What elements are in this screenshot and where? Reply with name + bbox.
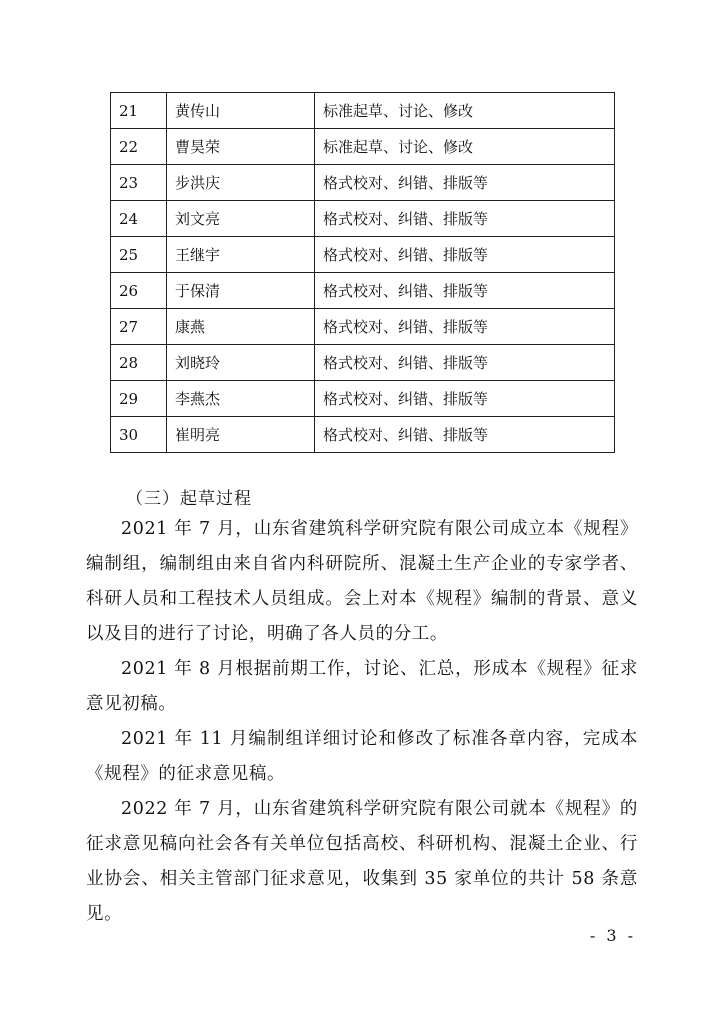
person-name-cell: 崔明亮 bbox=[167, 417, 315, 453]
table-row bbox=[111, 129, 615, 165]
task-cell: 格式校对、纠错、排版等 bbox=[315, 273, 615, 309]
page-number: - 3 - bbox=[589, 926, 636, 945]
task-cell: 格式校对、纠错、排版等 bbox=[315, 345, 615, 381]
person-name-cell: 王继宇 bbox=[167, 237, 315, 273]
person-name-cell: 于保清 bbox=[167, 273, 315, 309]
task-cell: 格式校对、纠错、排版等 bbox=[315, 201, 615, 237]
table-row bbox=[111, 165, 615, 201]
task-cell: 格式校对、纠错、排版等 bbox=[315, 309, 615, 345]
paragraph: 2022 年 7 月，山东省建筑科学研究院有限公司就本《规程》的征求意见稿向社会各有关单位包括高校、科研机构、混凝土企业、行业协会、相关主管部门征求意见，收集到 35 家单位的共计 58 条意见。 bbox=[86, 799, 638, 924]
section-body bbox=[86, 512, 638, 932]
task-cell: 格式校对、纠错、排版等 bbox=[315, 237, 615, 273]
row-number-cell: 21 bbox=[111, 93, 167, 129]
row-number-cell: 26 bbox=[111, 273, 167, 309]
table-row bbox=[111, 417, 615, 453]
drafting-personnel-table bbox=[110, 92, 615, 453]
person-name-cell: 李燕杰 bbox=[167, 381, 315, 417]
task-cell: 格式校对、纠错、排版等 bbox=[315, 417, 615, 453]
person-name-cell: 黄传山 bbox=[167, 93, 315, 129]
task-cell: 标准起草、讨论、修改 bbox=[315, 93, 615, 129]
table-row bbox=[111, 201, 615, 237]
table-row bbox=[111, 237, 615, 273]
paragraph: 2021 年 7 月，山东省建筑科学研究院有限公司成立本《规程》编制组，编制组由来自省内科研院所、混凝土生产企业的专家学者、科研人员和工程技术人员组成。会上对本《规程》编制的背景、意义以及目的进行了讨论，明确了各人员的分工。 bbox=[86, 519, 638, 644]
task-cell: 格式校对、纠错、排版等 bbox=[315, 165, 615, 201]
person-name-cell: 康燕 bbox=[167, 309, 315, 345]
paragraph: 2021 年 11 月编制组详细讨论和修改了标准各章内容，完成本《规程》的征求意见稿。 bbox=[86, 729, 638, 784]
section-heading: （三）起草过程 bbox=[126, 489, 252, 509]
task-cell: 标准起草、讨论、修改 bbox=[315, 129, 615, 165]
table-row bbox=[111, 309, 615, 345]
person-name-cell: 刘晓玲 bbox=[167, 345, 315, 381]
person-name-cell: 步洪庆 bbox=[167, 165, 315, 201]
person-name-cell: 刘文亮 bbox=[167, 201, 315, 237]
table-row bbox=[111, 93, 615, 129]
person-name-cell: 曹昊荣 bbox=[167, 129, 315, 165]
paragraph: 2021 年 8 月根据前期工作，讨论、汇总，形成本《规程》征求意见初稿。 bbox=[86, 659, 638, 714]
row-number-cell: 29 bbox=[111, 381, 167, 417]
table-row bbox=[111, 345, 615, 381]
table-row bbox=[111, 381, 615, 417]
row-number-cell: 23 bbox=[111, 165, 167, 201]
row-number-cell: 24 bbox=[111, 201, 167, 237]
row-number-cell: 28 bbox=[111, 345, 167, 381]
table-row bbox=[111, 273, 615, 309]
row-number-cell: 27 bbox=[111, 309, 167, 345]
task-cell: 格式校对、纠错、排版等 bbox=[315, 381, 615, 417]
row-number-cell: 30 bbox=[111, 417, 167, 453]
row-number-cell: 22 bbox=[111, 129, 167, 165]
row-number-cell: 25 bbox=[111, 237, 167, 273]
